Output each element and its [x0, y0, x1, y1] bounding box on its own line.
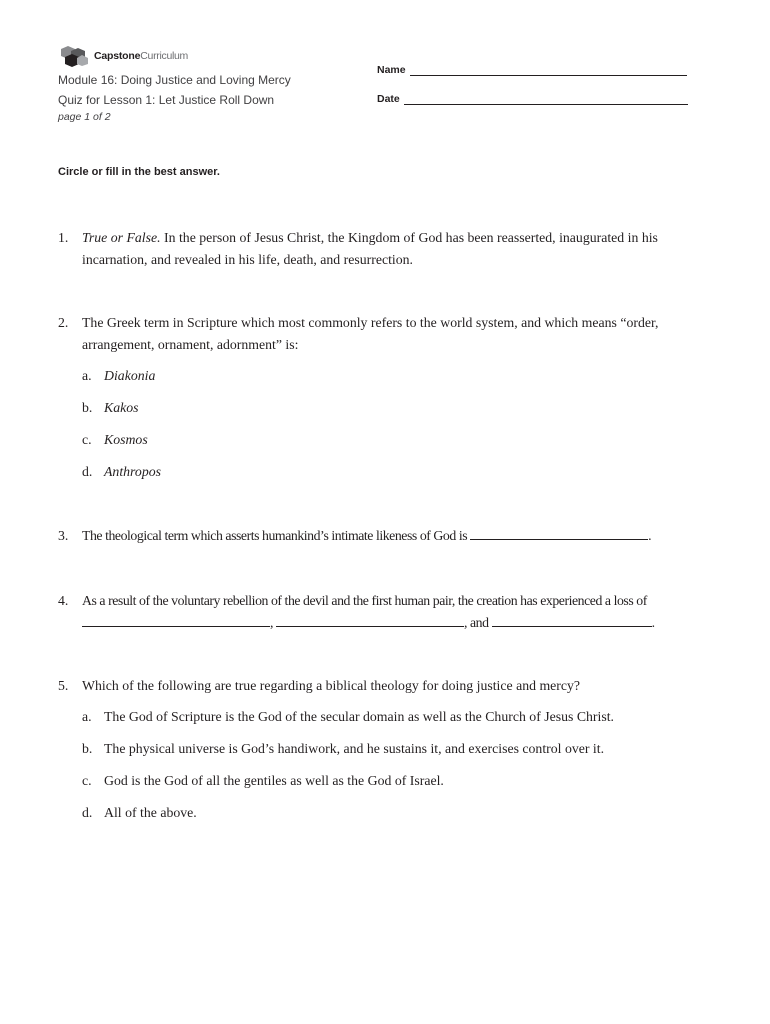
name-input-line[interactable]: [410, 63, 687, 76]
question-2: [58, 312, 708, 356]
logo-brand-text: Capstone: [94, 50, 141, 62]
name-field[interactable]: [377, 63, 687, 76]
question-number: 4.: [58, 593, 69, 608]
option-text: Anthropos: [104, 464, 161, 479]
instructions: Circle or fill in the best answer.: [58, 166, 220, 178]
question-punct: .: [651, 615, 655, 630]
option-text: Diakonia: [104, 368, 156, 383]
option-letter: b.: [82, 400, 93, 415]
option-5c[interactable]: [82, 771, 444, 791]
option-letter: a.: [82, 368, 92, 383]
question-text: Which of the following are true regarding a biblical theology for doing justice and mercy?: [82, 678, 581, 693]
question-text: In the person of Jesus Christ, the Kingdom of God has been reasserted, inaugurated in his incarnation, and revealed in his life, death, and resurrection.: [82, 230, 658, 267]
question-5: [58, 675, 708, 697]
option-letter: b.: [82, 741, 93, 756]
date-input-line[interactable]: [404, 92, 688, 105]
option-text: The physical universe is God’s handiwork, and he sustains it, and exercises control over it.: [104, 741, 605, 756]
question-lead: True or False.: [82, 230, 161, 245]
question-number: 5.: [58, 678, 69, 693]
module-title: Module 16: Doing Justice and Loving Mercy: [58, 73, 291, 87]
quiz-title: Quiz for Lesson 1: Let Justice Roll Down: [58, 93, 275, 107]
question-text: As a result of the voluntary rebellion of the devil and the first human pair, the creation has experienced a loss of: [82, 593, 647, 608]
capstone-logo: [60, 45, 188, 67]
date-label: Date: [377, 93, 400, 105]
option-5a[interactable]: [82, 707, 614, 727]
capstone-hexagon-logo-icon: [60, 45, 90, 67]
page-indicator: page 1 of 2: [58, 111, 111, 123]
logo-sub-text: Curriculum: [140, 50, 189, 62]
option-text: Kakos: [104, 400, 139, 415]
question-sep-1: ,: [270, 615, 273, 630]
option-2a[interactable]: [82, 366, 155, 386]
question-number: 3.: [58, 528, 69, 543]
question-number: 1.: [58, 230, 69, 245]
option-2d[interactable]: [82, 462, 161, 482]
option-2c[interactable]: [82, 430, 148, 450]
question-text: The Greek term in Scripture which most commonly refers to the world system, and which means “order, arrangement, ornament, adornment” is:: [82, 315, 659, 352]
question-4: [58, 590, 708, 634]
name-label: Name: [377, 64, 406, 76]
option-5b[interactable]: [82, 739, 604, 759]
answer-blank[interactable]: [470, 525, 648, 540]
date-field[interactable]: [377, 92, 688, 105]
option-text: The God of Scripture is the God of the secular domain as well as the Church of Jesus Christ.: [104, 709, 614, 724]
option-2b[interactable]: [82, 398, 139, 418]
option-text: All of the above.: [104, 805, 197, 820]
option-text: Kosmos: [104, 432, 148, 447]
option-letter: d.: [82, 805, 93, 820]
answer-blank-1[interactable]: [82, 612, 270, 627]
question-number: 2.: [58, 315, 69, 330]
option-letter: a.: [82, 709, 92, 724]
option-letter: c.: [82, 773, 92, 788]
option-text: God is the God of all the gentiles as well as the God of Israel.: [104, 773, 444, 788]
answer-blank-3[interactable]: [492, 612, 652, 627]
answer-blank-2[interactable]: [276, 612, 464, 627]
question-1: [58, 227, 708, 271]
question-text: The theological term which asserts humankind’s intimate likeness of God is: [82, 528, 468, 543]
question-sep-2: , and: [464, 615, 489, 630]
option-letter: d.: [82, 464, 93, 479]
option-5d[interactable]: [82, 803, 197, 823]
option-letter: c.: [82, 432, 92, 447]
question-punct: .: [648, 528, 652, 543]
question-3: [58, 525, 708, 547]
